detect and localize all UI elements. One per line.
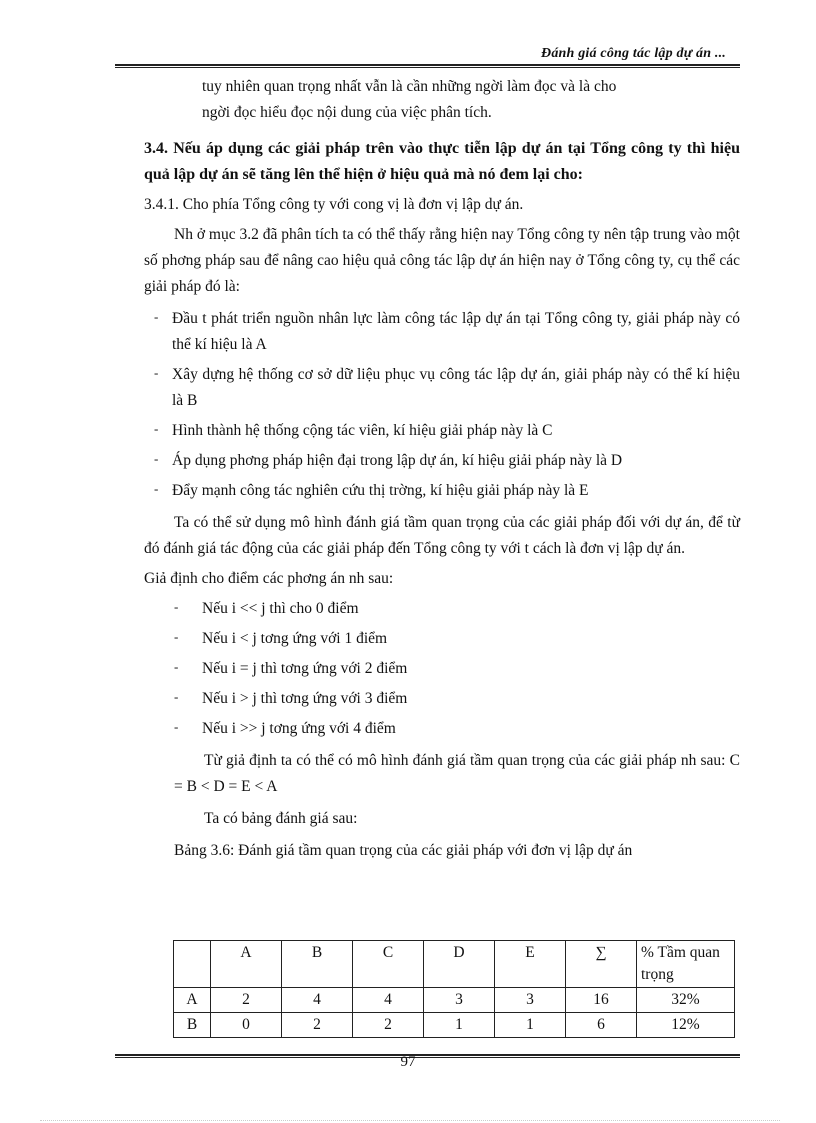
table-row xyxy=(174,1013,735,1038)
page-number: 97 xyxy=(400,1054,416,1070)
table-header-cell: A xyxy=(211,941,282,988)
assumption-intro: Giả định cho điểm các phơng án nh sau: xyxy=(144,570,394,587)
table-cell: 6 xyxy=(566,1013,637,1038)
rule-text: Nếu i > j thì tơng ứng với 3 điểm xyxy=(202,690,408,707)
page-header-title: Đánh giá công tác lập dự án ... xyxy=(541,46,726,61)
table-header-cell: ∑ xyxy=(566,941,637,988)
dash-marker: - xyxy=(154,451,159,466)
table-cell: 2 xyxy=(282,1013,353,1038)
table-header-cell: C xyxy=(353,941,424,988)
list-item xyxy=(144,478,740,504)
rule-text: Nếu i >> j tơng ứng với 4 điểm xyxy=(202,720,396,737)
evaluation-table xyxy=(173,940,735,1038)
intro-line: ngời đọc hiểu đọc nội dung của việc phân tích. xyxy=(202,104,492,121)
section-heading: 3.4. Nếu áp dụng các giải pháp trên vào thực tiễn lập dự án tại Tổng công ty thì hiệu quả lập dự án sẽ tăng lên thể hiện ở hiệu quả mà nó đem lại cho: xyxy=(144,140,740,183)
list-item xyxy=(144,306,740,358)
dash-marker: - xyxy=(174,719,179,734)
list-item xyxy=(144,626,740,652)
paragraph-3: Từ giả định ta có thể có mô hình đánh giá tầm quan trọng của các giải pháp nh sau: C = B < D = E < A xyxy=(174,752,740,795)
dash-marker: - xyxy=(154,481,159,496)
table-header-cell: B xyxy=(282,941,353,988)
paragraph-2: Ta có thể sử dụng mô hình đánh giá tầm quan trọng của các giải pháp đối với dự án, để từ đó đánh giá tác động của các giải pháp đến Tổng công ty với t cách là đơn vị lập dự án. xyxy=(144,514,740,557)
table-cell: 3 xyxy=(424,988,495,1013)
table-caption: Bảng 3.6: Đánh giá tầm quan trọng của các giải pháp với đơn vị lập dự án xyxy=(174,842,633,859)
table-cell: 12% xyxy=(637,1013,735,1038)
table-header-cell: E xyxy=(495,941,566,988)
dash-marker: - xyxy=(154,421,159,436)
solution-text: Xây dựng hệ thống cơ sở dữ liệu phục vụ công tác lập dự án, giải pháp này có thể kí hiệu là B xyxy=(172,366,740,409)
intro-line: tuy nhiên quan trọng nhất vẫn là cần những ngời làm đọc và là cho xyxy=(202,78,617,95)
scoring-rules-list xyxy=(144,596,740,742)
table-header-cell xyxy=(174,941,211,988)
solutions-list xyxy=(144,306,740,504)
table-cell: 4 xyxy=(353,988,424,1013)
list-item xyxy=(144,596,740,622)
table-cell: 1 xyxy=(495,1013,566,1038)
table-cell: 1 xyxy=(424,1013,495,1038)
paragraph-4: Ta có bảng đánh giá sau: xyxy=(204,810,358,827)
rule-text: Nếu i < j tơng ứng với 1 điểm xyxy=(202,630,388,647)
dash-marker: - xyxy=(174,599,179,614)
table-header-cell: D xyxy=(424,941,495,988)
table-row xyxy=(174,988,735,1013)
rule-text: Nếu i = j thì tơng ứng với 2 điểm xyxy=(202,660,408,677)
page-content xyxy=(144,74,740,864)
table-cell: 0 xyxy=(211,1013,282,1038)
dash-marker: - xyxy=(174,629,179,644)
table-cell: 2 xyxy=(211,988,282,1013)
dash-marker: - xyxy=(154,309,159,324)
list-item xyxy=(144,418,740,444)
list-item xyxy=(144,656,740,682)
dash-marker: - xyxy=(154,365,159,380)
dash-marker: - xyxy=(174,689,179,704)
header-rule-thin xyxy=(115,67,740,68)
list-item xyxy=(144,686,740,712)
list-item xyxy=(144,448,740,474)
table-cell: 3 xyxy=(495,988,566,1013)
intro-paragraph xyxy=(144,74,740,126)
dash-marker: - xyxy=(174,659,179,674)
table-header-cell: % Tầm quan trọng xyxy=(637,941,735,988)
table-cell: 2 xyxy=(353,1013,424,1038)
table-cell: 4 xyxy=(282,988,353,1013)
header-rule xyxy=(115,64,740,66)
table-cell: B xyxy=(174,1013,211,1038)
page-bottom-dotted-line xyxy=(40,1120,780,1121)
rule-text: Nếu i << j thì cho 0 điểm xyxy=(202,600,359,617)
list-item xyxy=(144,362,740,414)
solution-text: Đầu t phát triển nguồn nhân lực làm công tác lập dự án tại Tổng công ty, giải pháp này có thể kí hiệu là A xyxy=(172,310,740,353)
subsection-heading: 3.4.1. Cho phía Tổng công ty với cong vị là đơn vị lập dự án. xyxy=(144,196,524,213)
table-cell: A xyxy=(174,988,211,1013)
solution-text: Hình thành hệ thống cộng tác viên, kí hiệu giải pháp này là C xyxy=(172,422,553,439)
solution-text: Đẩy mạnh công tác nghiên cứu thị trờng, kí hiệu giải pháp này là E xyxy=(172,482,589,499)
paragraph-1: Nh ở mục 3.2 đã phân tích ta có thể thấy rằng hiện nay Tổng công ty nên tập trung vào một số phơng pháp sau để nâng cao hiệu quả công tác lập dự án hiện nay ở Tổng công ty, cụ thể các giải pháp đó là: xyxy=(144,226,740,295)
table-header-row xyxy=(174,941,735,988)
table-cell: 32% xyxy=(637,988,735,1013)
solution-text: Áp dụng phơng pháp hiện đại trong lập dự án, kí hiệu giải pháp này là D xyxy=(172,452,623,469)
table-cell: 16 xyxy=(566,988,637,1013)
list-item xyxy=(144,716,740,742)
